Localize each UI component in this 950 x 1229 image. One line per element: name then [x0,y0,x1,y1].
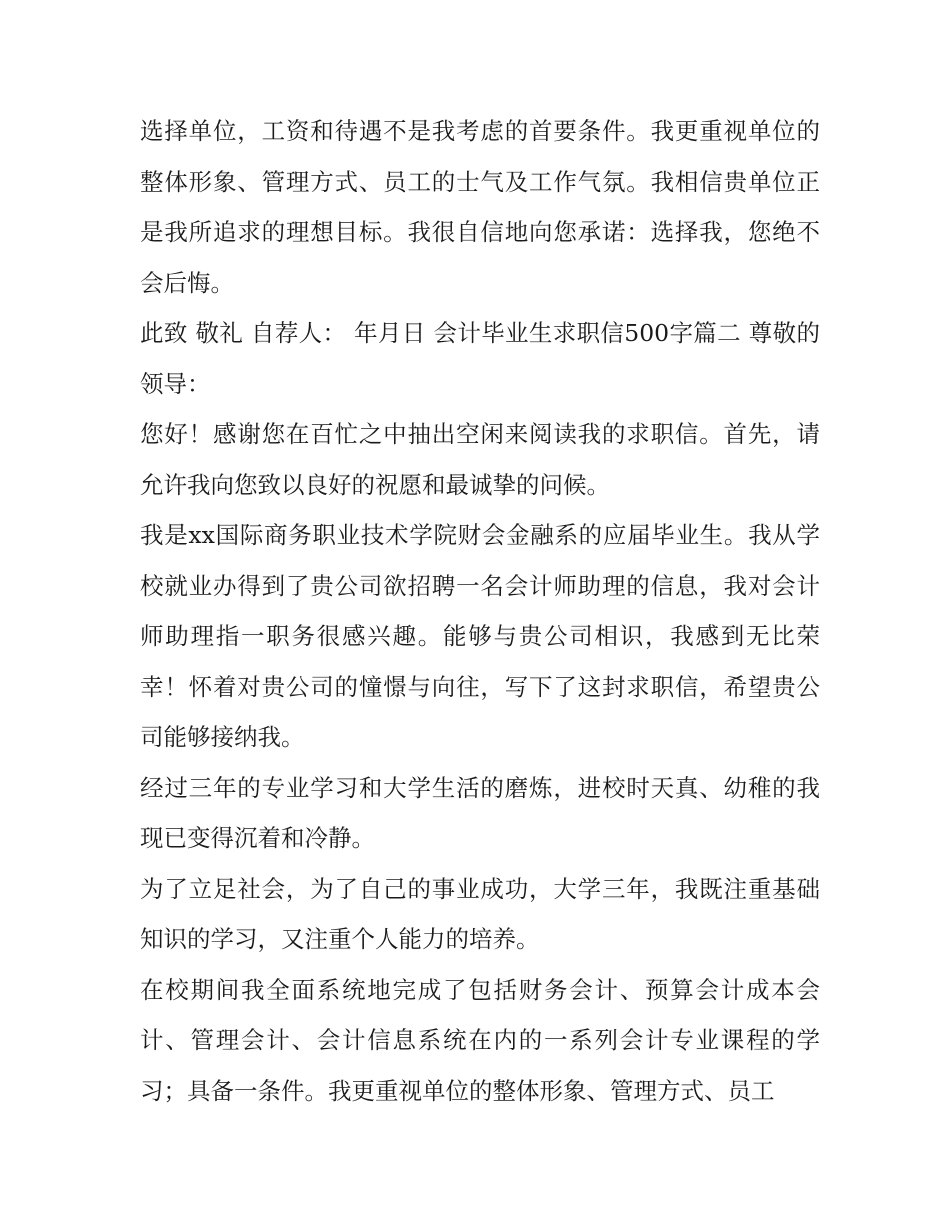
paragraph-selection-criteria: 选择单位，工资和待遇不是我考虑的首要条件。我更重视单位的整体形象、管理方式、员工的士气及工作气氛。我相信贵单位正是我所追求的理想目标。我很自信地向您承诺：选择我，您绝不会后悔。 [140,117,820,297]
paragraph-growth: 经过三年的专业学习和大学生活的磨炼，进校时天真、幼稚的我现已变得沉着和冷静。 [140,773,820,852]
paragraph-closing-and-salutation: 此致 敬礼 自荐人： 年月日 会计毕业生求职信500字篇二 尊敬的领导： [140,319,820,398]
letter-body [140,106,820,1116]
paragraph-greeting: 您好！感谢您在百忙之中抽出空闲来阅读我的求职信。首先，请允许我向您致以良好的祝愿和最诚挚的问候。 [140,420,820,499]
paragraph-introduction: 我是xx国际商务职业技术学院财会金融系的应届毕业生。我从学校就业办得到了贵公司欲招聘一名会计师助理的信息，我对会计师助理指一职务很感兴趣。能够与贵公司相识，我感到无比荣幸！怀着对贵公司的憧憬与向往，写下了这封求职信，希望贵公司能够接纳我。 [140,521,820,751]
paragraph-goals: 为了立足社会，为了自己的事业成功，大学三年，我既注重基础知识的学习，又注重个人能力的培养。 [140,874,820,953]
paragraph-coursework: 在校期间我全面系统地完成了包括财务会计、预算会计成本会计、管理会计、会计信息系统在内的一系列会计专业课程的学习；具备一条件。我更重视单位的整体形象、管理方式、员工 [140,975,820,1105]
